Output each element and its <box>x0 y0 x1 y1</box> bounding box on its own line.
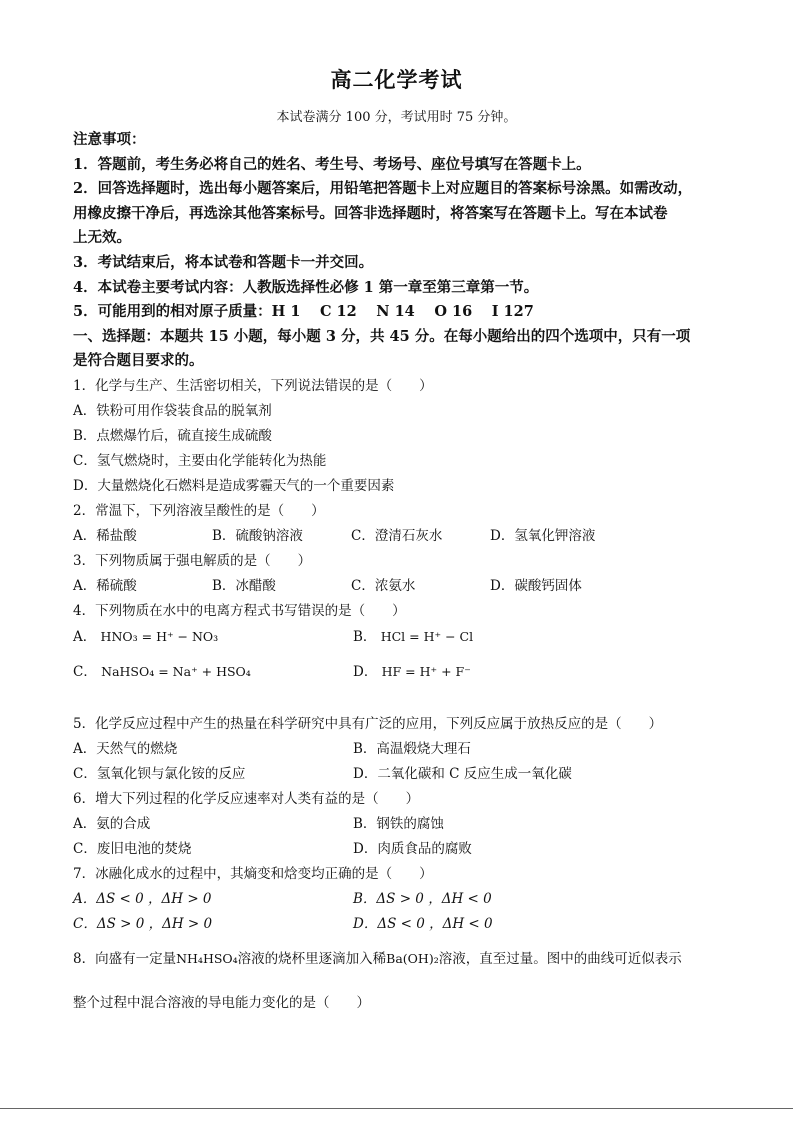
option-d <box>353 650 633 694</box>
question-6 <box>73 787 723 862</box>
page-title: 高二化学考试 <box>330 67 463 92</box>
option-d: D．二氧化碳和 C 反应生成一氧化碳 <box>353 765 572 782</box>
question-stem: 3．下列物质属于强电解质的是（ ） <box>73 552 312 569</box>
options-row <box>73 887 723 912</box>
option-a: A．稀盐酸 <box>73 527 137 544</box>
option-d-label: D． <box>353 663 378 680</box>
option-c <box>73 650 353 694</box>
option-b: B．ΔS > 0 ，ΔH < 0 <box>353 890 492 907</box>
option-b-equation: HCl = H⁺ − Cl <box>380 628 474 644</box>
option-c: C．氢气燃烧时，主要由化学能转化为热能 <box>73 452 327 469</box>
question-3 <box>73 549 723 599</box>
question-stem: 1．化学与生产、生活密切相关，下列说法错误的是（ ） <box>73 377 433 394</box>
option-d: D．氢氧化钾溶液 <box>490 527 596 544</box>
option-a <box>73 624 353 650</box>
option-a: A．ΔS < 0 ，ΔH > 0 <box>73 890 212 907</box>
question-stem: 4．下列物质在水中的电离方程式书写错误的是（ ） <box>73 602 406 619</box>
option-b: B．钢铁的腐蚀 <box>353 815 444 832</box>
question-4 <box>73 599 723 694</box>
notice-item: 4．本试卷主要考试内容：人教版选择性必修 1 第一章至第三章第一节。 <box>73 278 539 296</box>
notice-item: 3．考试结束后，将本试卷和答题卡一并交回。 <box>73 253 374 271</box>
option-b <box>353 624 633 650</box>
option-c: C．氢氧化钡与氯化铵的反应 <box>73 765 246 782</box>
option-c: C．浓氨水 <box>351 577 416 594</box>
options-row <box>73 574 723 599</box>
options-row <box>73 524 723 549</box>
options-row <box>73 912 723 937</box>
exam-subtitle: 本试卷满分 100 分，考试用时 75 分钟。 <box>276 110 517 125</box>
question-stem: 7．冰融化成水的过程中，其熵变和焓变均正确的是（ ） <box>73 865 433 882</box>
notice-item: 用橡皮擦干净后，再选涂其他答案标号。回答非选择题时，将答案写在答题卡上。写在本试卷 <box>73 204 668 222</box>
section-heading: 一、选择题：本题共 15 小题，每小题 3 分，共 45 分。在每小题给出的四个选项中，只有一项 <box>73 327 691 345</box>
page-bottom-rule <box>0 1108 793 1109</box>
options-row <box>73 762 723 787</box>
question-2 <box>73 499 723 549</box>
reagent-formula: NH₄HSO₄ <box>176 950 238 966</box>
option-b: B．硫酸钠溶液 <box>212 527 303 544</box>
notice-item: 2．回答选择题时，选出每小题答案后，用铅笔把答题卡上对应题目的答案标号涂黑。如需改动， <box>73 180 693 198</box>
option-b-label: B． <box>353 628 377 645</box>
section-heading-cont: 是符合题目要求的。 <box>73 352 204 370</box>
option-a-equation: HNO₃ = H⁺ − NO₃ <box>100 628 219 644</box>
option-c: C．澄清石灰水 <box>351 527 443 544</box>
question-8 <box>73 937 723 1025</box>
spacer <box>73 694 723 712</box>
option-d: D．肉质食品的腐败 <box>353 840 472 857</box>
option-d-equation: HF = H⁺ + F⁻ <box>381 663 471 679</box>
option-a: A．天然气的燃烧 <box>73 740 178 757</box>
exam-content <box>73 128 723 1025</box>
question-stem-cont: 整个过程中混合溶液的导电能力变化的是（ ） <box>73 994 370 1011</box>
stem-part: 溶液的烧杯里逐滴加入稀 <box>237 950 387 967</box>
option-c-label: C． <box>73 663 97 680</box>
question-stem: 5．化学反应过程中产生的热量在科学研究中具有广泛的应用，下列反应属于放热反应的是（ ） <box>73 715 663 732</box>
stem-part: 8．向盛有一定量 <box>73 950 177 967</box>
question-5 <box>73 712 723 787</box>
stem-part: 溶液，直至过量。图中的曲线可近似表示 <box>438 950 682 967</box>
options-row <box>73 650 723 694</box>
question-stem: 6．增大下列过程的化学反应速率对人类有益的是（ ） <box>73 790 420 807</box>
reagent-formula: Ba(OH)₂ <box>386 950 439 966</box>
option-c-equation: NaHSO₄ = Na⁺ + HSO₄ <box>101 663 251 679</box>
notice-item: 上无效。 <box>73 229 131 247</box>
option-a-label: A． <box>73 628 97 645</box>
notice-item: 1．答题前，考生务必将自己的姓名、考生号、考场号、座位号填写在答题卡上。 <box>73 155 591 173</box>
question-7 <box>73 862 723 937</box>
option-a: A．氨的合成 <box>73 815 151 832</box>
question-stem: 2．常温下，下列溶液呈酸性的是（ ） <box>73 502 325 519</box>
notice-heading: 注意事项： <box>73 131 146 148</box>
option-b: B．冰醋酸 <box>212 577 276 594</box>
question-stem <box>73 937 723 981</box>
notice-block <box>73 128 723 325</box>
option-a: A．稀硫酸 <box>73 577 137 594</box>
options-row <box>73 837 723 862</box>
option-c: C．ΔS > 0 ，ΔH > 0 <box>73 915 213 932</box>
options-row <box>73 812 723 837</box>
option-a: A．铁粉可用作袋装食品的脱氧剂 <box>73 402 272 419</box>
option-b: B．点燃爆竹后，硫直接生成硫酸 <box>73 427 272 444</box>
notice-item: 5．可能用到的相对原子质量：H 1 C 12 N 14 O 16 I 127 <box>73 303 534 321</box>
option-d: D．ΔS < 0 ，ΔH < 0 <box>353 915 493 932</box>
option-b: B．高温煅烧大理石 <box>353 740 471 757</box>
question-1 <box>73 374 723 499</box>
options-row <box>73 624 723 650</box>
options-row <box>73 737 723 762</box>
option-c: C．废旧电池的焚烧 <box>73 840 192 857</box>
option-d: D．碳酸钙固体 <box>490 577 582 594</box>
option-d: D．大量燃烧化石燃料是造成雾霾天气的一个重要因素 <box>73 477 395 494</box>
